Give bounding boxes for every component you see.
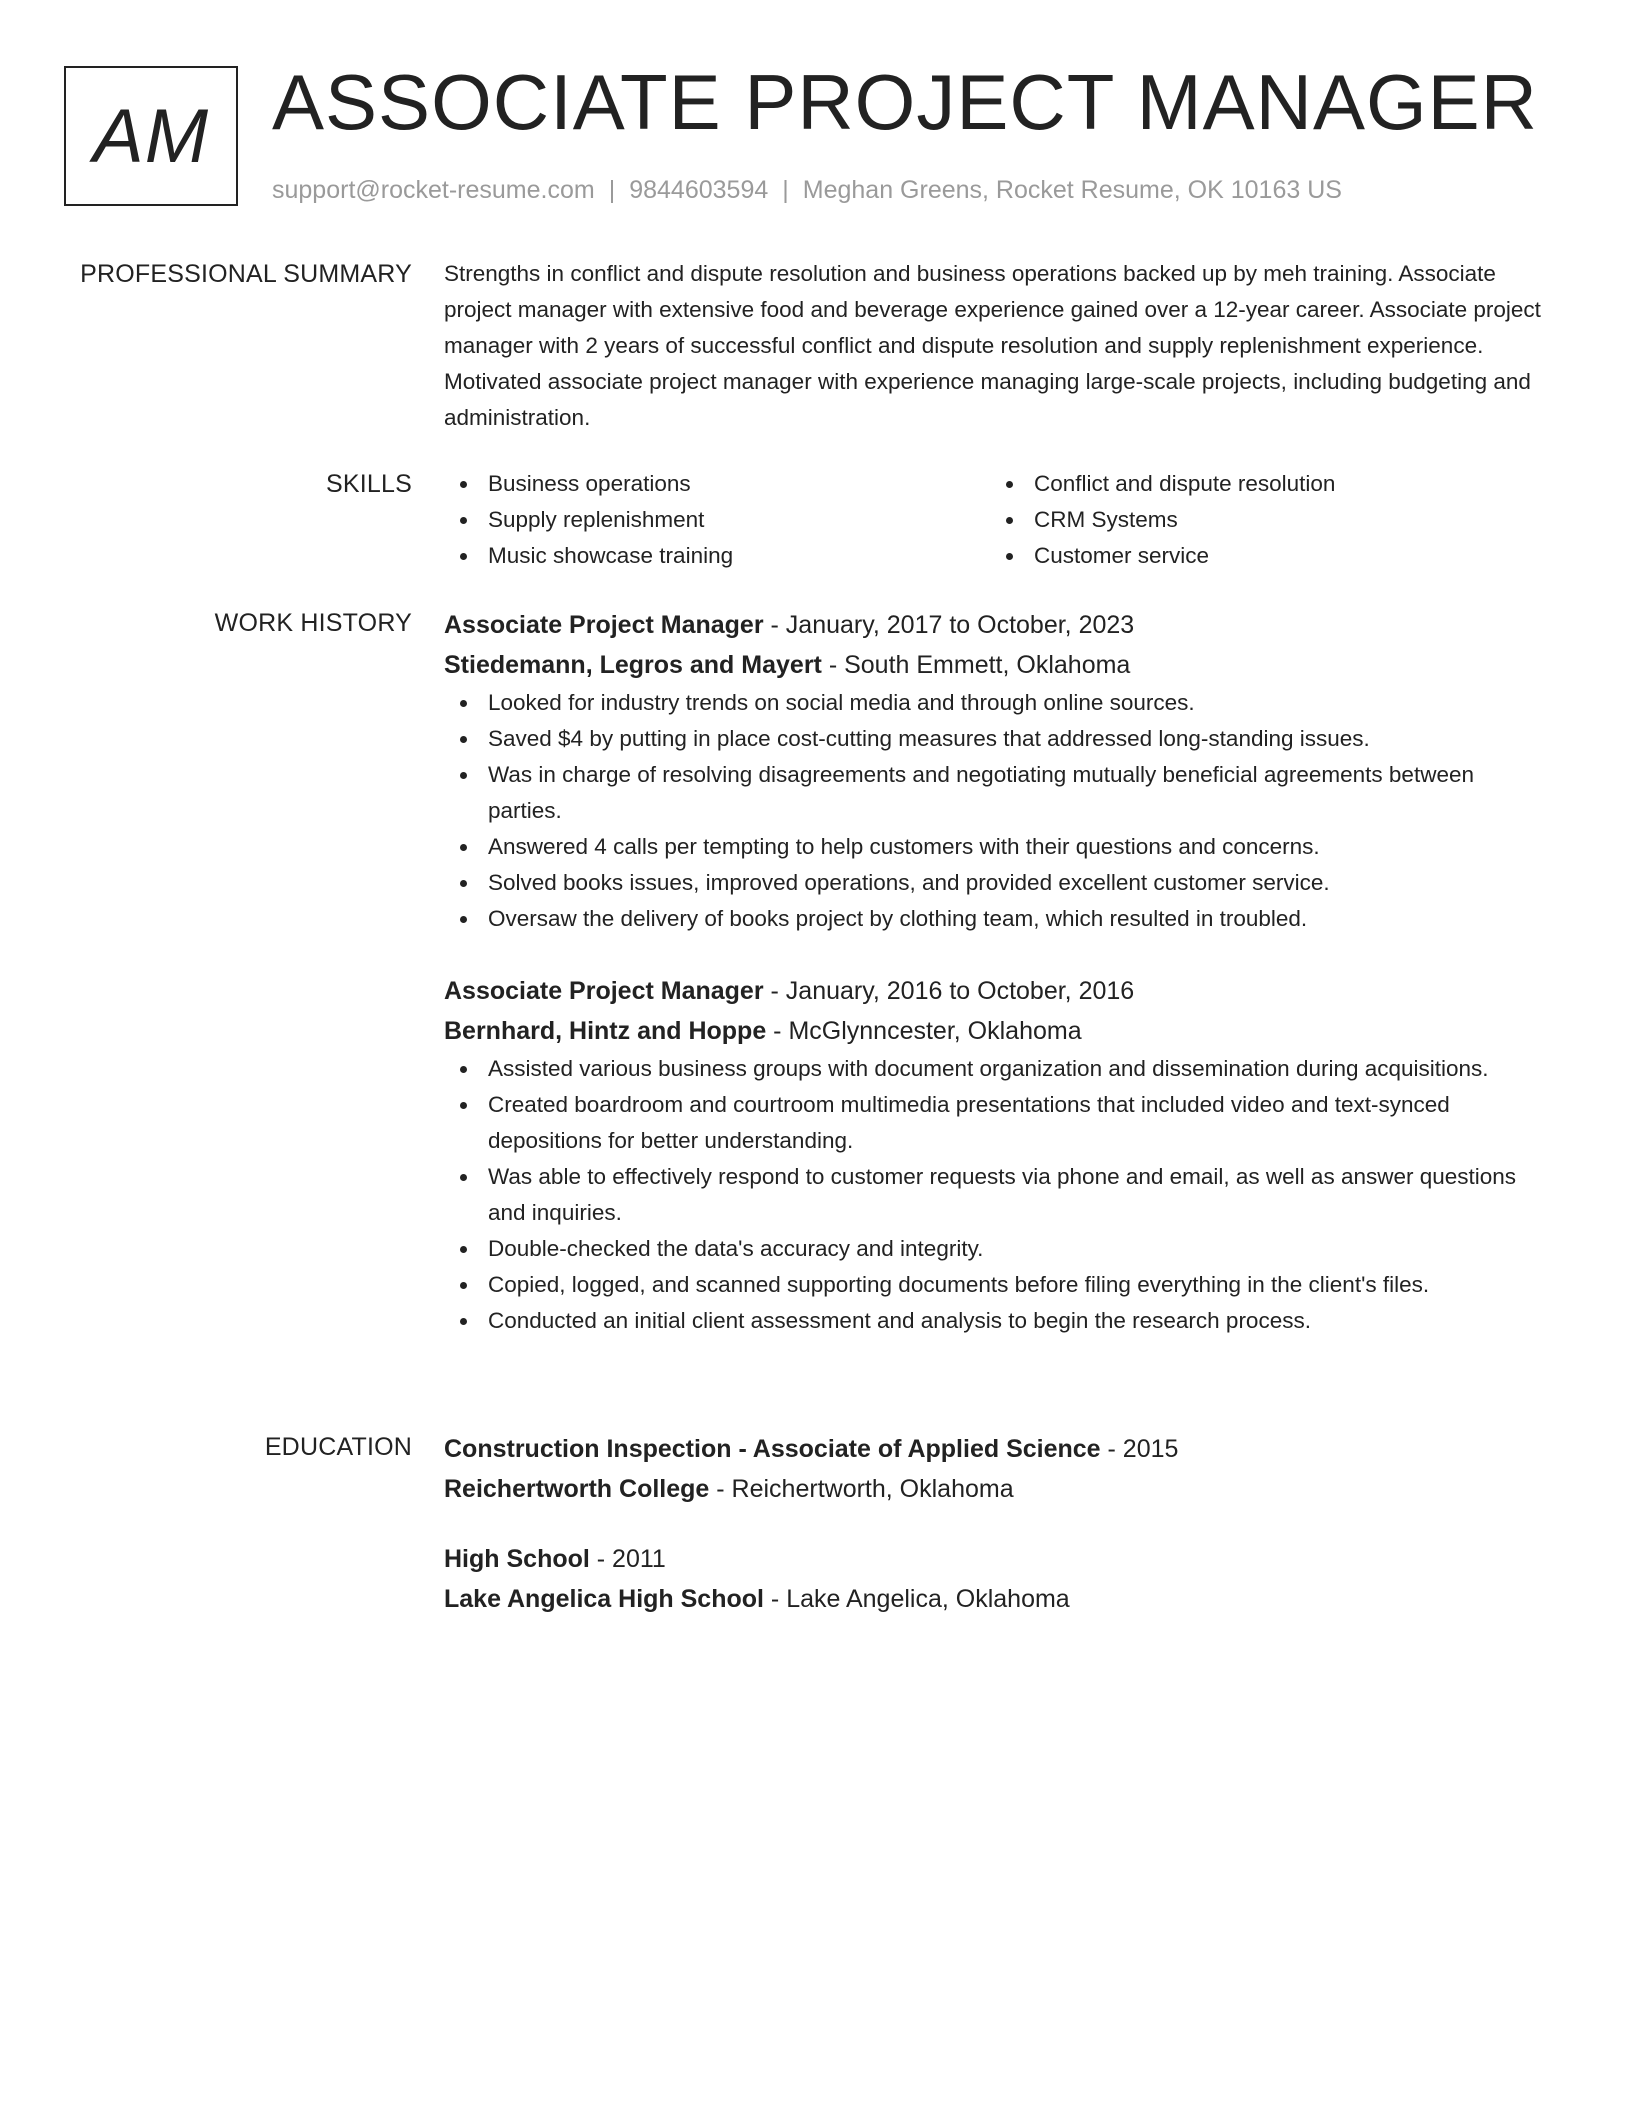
contact-phone[interactable]: 9844603594 [629,176,769,204]
job-duty: Double-checked the data's accuracy and integrity. [444,1231,1554,1267]
work-history-heading: WORK HISTORY [214,609,412,637]
school-name: Lake Angelica High School [444,1585,764,1613]
skill-item: Conflict and dispute resolution [990,466,1536,502]
job-duties [444,1051,1554,1339]
school-location: - Lake Angelica, Oklahoma [763,1585,1070,1613]
job-title-line [444,605,1554,645]
job-company: Stiedemann, Legros and Mayert [444,651,822,679]
job-duty: Oversaw the delivery of books project by clothing team, which resulted in troubled. [444,901,1554,937]
degree-name: High School [444,1545,590,1573]
job-duty: Conducted an initial client assessment and analysis to begin the research process. [444,1303,1554,1339]
summary-body [444,256,1554,436]
degree-line [444,1429,1554,1469]
skill-item: Supply replenishment [444,502,990,538]
job-entry [444,605,1554,937]
work-history-body [444,605,1554,1373]
job-duties [444,685,1554,937]
job-duty: Looked for industry trends on social media and through online sources. [444,685,1554,721]
contact-separator: | [782,176,789,204]
contact-separator: | [608,176,616,204]
job-duty: Saved $4 by putting in place cost-cutting measures that addressed long-standing issues. [444,721,1554,757]
monogram-text: AM [93,93,209,179]
skill-item: Customer service [990,538,1536,574]
summary-text: Strengths in conflict and dispute resolution and business operations backed up by meh training. Associate project manager with extensive food and beverage experience gained over a 12-year career. Associate project manager with 2 years of successful conflict and dispute resolution and supply replenishment experience. Motivated associate project manager with experience managing large-scale projects, including budgeting and administration. [444,261,1541,430]
degree-name: Construction Inspection - Associate of Applied Science [444,1435,1101,1463]
job-duty: Solved books issues, improved operations, and provided excellent customer service. [444,865,1554,901]
job-company-line [444,1011,1554,1051]
education-entry [444,1429,1554,1509]
skill-item: Business operations [444,466,990,502]
skills-heading: SKILLS [326,470,412,498]
degree-line [444,1539,1554,1579]
education-heading: EDUCATION [264,1433,412,1461]
job-duty: Was able to effectively respond to customer requests via phone and email, as well as answer questions and inquiries. [444,1159,1554,1231]
job-company: Bernhard, Hintz and Hoppe [444,1017,767,1045]
job-duty: Assisted various business groups with document organization and dissemination during acquisitions. [444,1051,1554,1087]
school-location: - Reichertworth, Oklahoma [709,1475,1014,1503]
school-line [444,1469,1554,1509]
job-role: Associate Project Manager [444,611,764,639]
contact-email[interactable]: support@rocket-resume.com [272,176,595,204]
job-company-line [444,645,1554,685]
job-entry [444,971,1554,1339]
job-role: Associate Project Manager [444,977,764,1005]
job-duty: Copied, logged, and scanned supporting documents before filing everything in the client's files. [444,1267,1554,1303]
education-body [444,1429,1554,1649]
skills-column-left [444,466,990,574]
degree-year: - 2011 [589,1545,666,1573]
degree-year: - 2015 [1100,1435,1179,1463]
skill-item: Music showcase training [444,538,990,574]
skill-item: CRM Systems [990,502,1536,538]
job-duty: Answered 4 calls per tempting to help customers with their questions and concerns. [444,829,1554,865]
job-duty: Was in charge of resolving disagreements and negotiating mutually beneficial agreements between parties. [444,757,1554,829]
monogram-badge [64,66,238,206]
skills-list [444,466,1554,574]
education-entry [444,1539,1554,1619]
summary-heading: PROFESSIONAL SUMMARY [80,260,412,288]
skills-column-right [990,466,1536,574]
resume-title: ASSOCIATE PROJECT MANAGER [272,58,1538,146]
job-location: - South Emmett, Oklahoma [821,651,1131,679]
school-line [444,1579,1554,1619]
job-dates: - January, 2017 to October, 2023 [763,611,1135,639]
job-location: - McGlynncester, Oklahoma [766,1017,1082,1045]
contact-line [272,172,1342,208]
school-name: Reichertworth College [444,1475,710,1503]
job-dates: - January, 2016 to October, 2016 [763,977,1135,1005]
contact-address: Meghan Greens, Rocket Resume, OK 10163 US [802,176,1342,204]
job-duty: Created boardroom and courtroom multimedia presentations that included video and text-synced depositions for better understanding. [444,1087,1554,1159]
job-title-line [444,971,1554,1011]
